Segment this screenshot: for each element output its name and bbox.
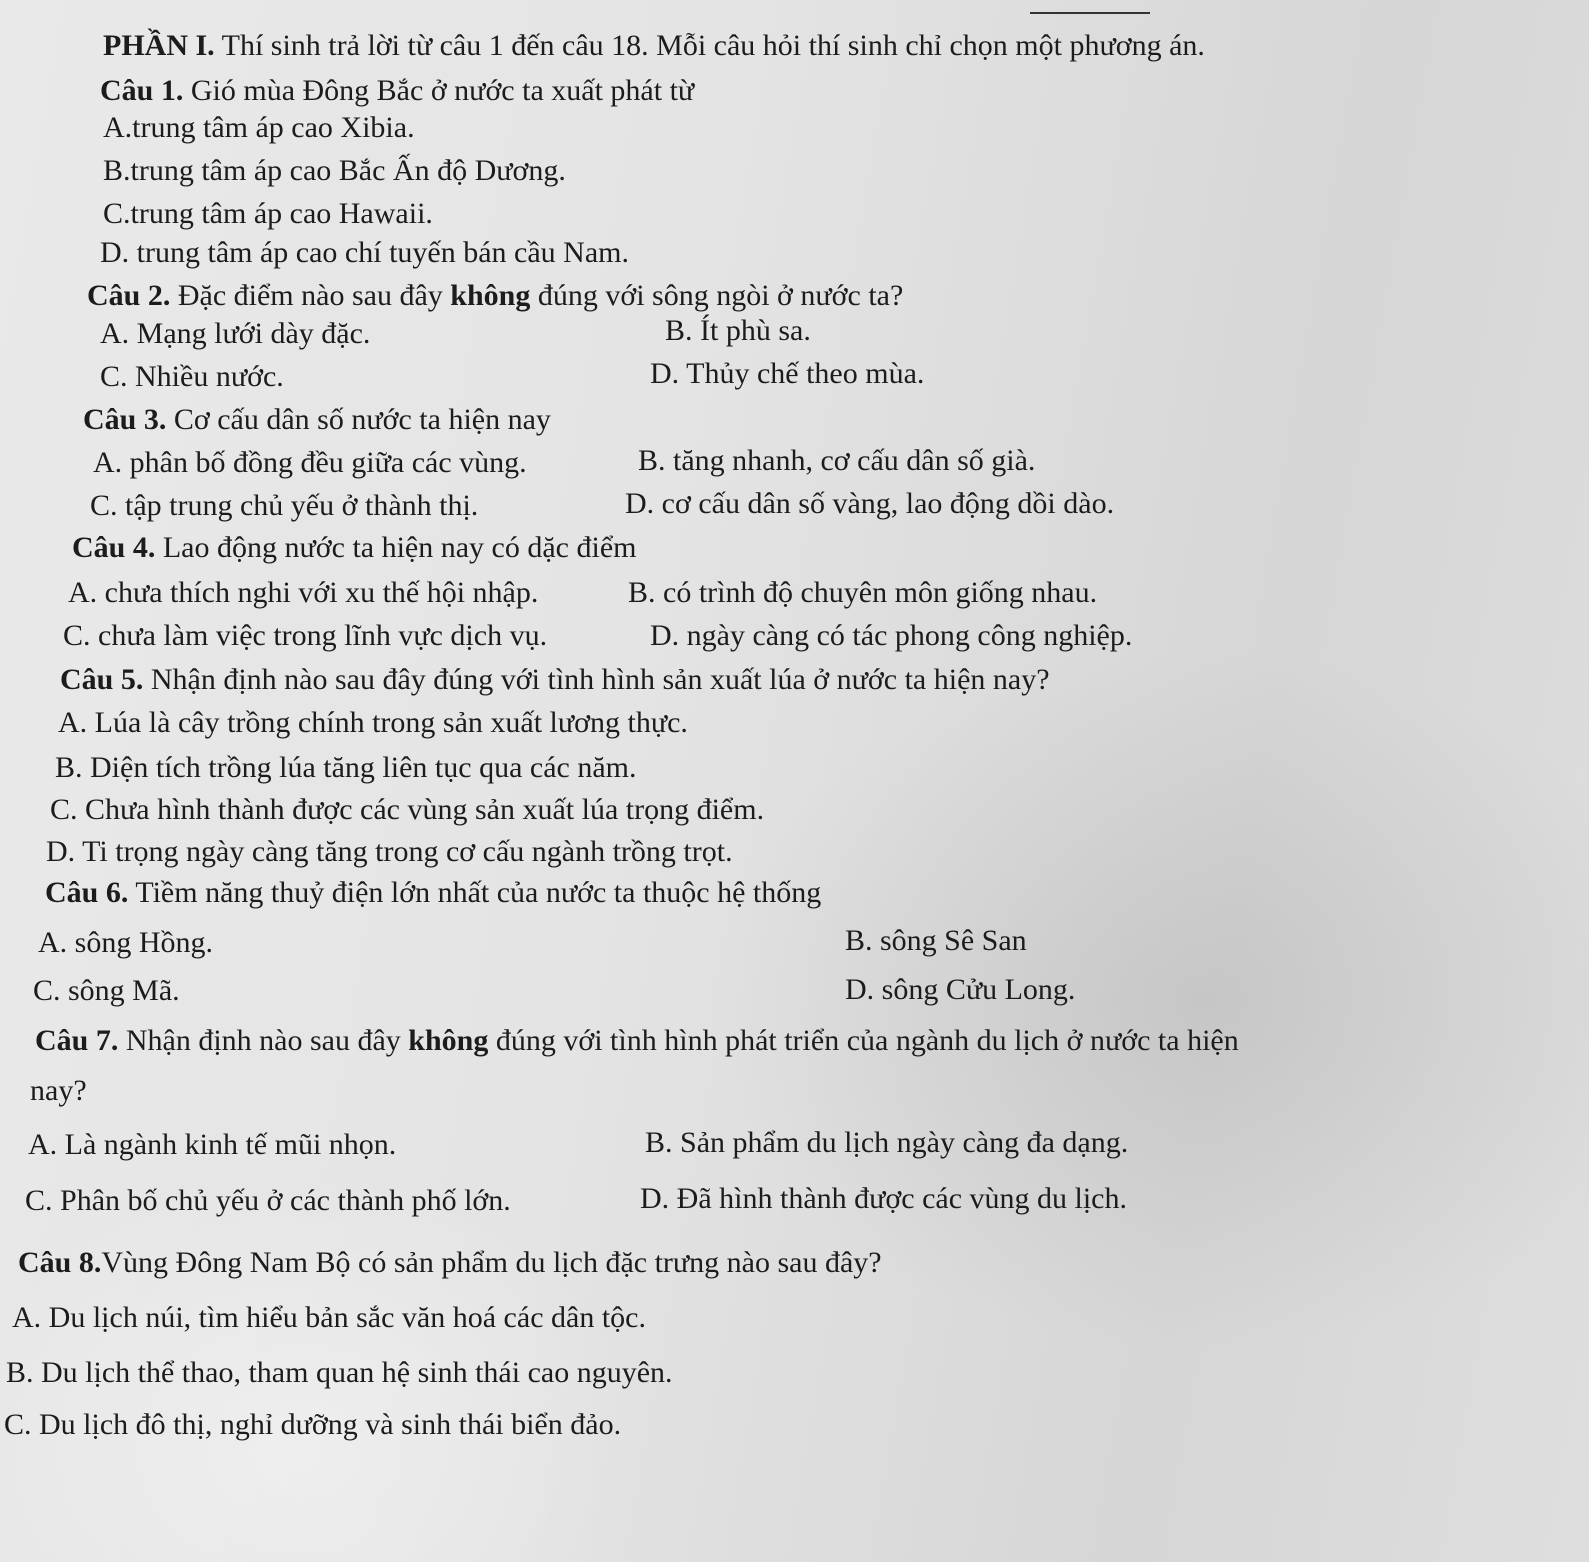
option: C.trung tâm áp cao Hawaii.	[103, 197, 433, 230]
option: B. Ít phù sa.	[665, 314, 811, 347]
option: A. chưa thích nghi với xu thế hội nhập.	[68, 576, 539, 609]
question-text: Vùng Đông Nam Bộ có sản phẩm du lịch đặc trưng nào sau đây?	[101, 1246, 882, 1279]
question-text: Lao động nước ta hiện nay có dặc điểm	[162, 531, 637, 564]
question-1	[100, 73, 694, 109]
question-label: Câu 3.	[83, 403, 167, 436]
option: B. Du lịch thể thao, tham quan hệ sinh thái cao nguyên.	[6, 1356, 673, 1389]
part-label: PHẦN I.	[103, 29, 215, 62]
option: A. Du lịch núi, tìm hiểu bản sắc văn hoá các dân tộc.	[12, 1301, 646, 1334]
question-text: Tiềm năng thuỷ điện lớn nhất của nước ta thuộc hệ thống	[135, 876, 822, 909]
question-emphasis: không	[450, 279, 531, 312]
question-label: Câu 5.	[60, 663, 144, 696]
question-4	[72, 530, 637, 566]
option: B. Diện tích trồng lúa tăng liên tục qua các năm.	[55, 751, 637, 784]
option: C. Du lịch đô thị, nghỉ dưỡng và sinh thái biển đảo.	[4, 1408, 622, 1441]
option: D. Thủy chế theo mùa.	[650, 357, 925, 390]
option: D. Đã hình thành được các vùng du lịch.	[640, 1182, 1128, 1215]
question-label: Câu 2.	[87, 279, 171, 312]
question-text: Cơ cấu dân số nước ta hiện nay	[173, 403, 551, 436]
option: D. trung tâm áp cao chí tuyến bán cầu Nam.	[100, 236, 629, 269]
option: C. Chưa hình thành được các vùng sản xuất lúa trọng điểm.	[50, 793, 765, 826]
question-7-continuation: nay?	[30, 1074, 87, 1107]
option: B. Sản phẩm du lịch ngày càng đa dạng.	[645, 1126, 1129, 1159]
option: C. tập trung chủ yếu ở thành thị.	[90, 489, 479, 522]
question-8	[18, 1245, 882, 1281]
option: B. sông Sê San	[845, 924, 1027, 957]
option: A. sông Hồng.	[38, 926, 214, 959]
option: C. Phân bố chủ yếu ở các thành phố lớn.	[25, 1184, 511, 1217]
option: B. có trình độ chuyên môn giống nhau.	[628, 576, 1098, 609]
question-label: Câu 6.	[45, 876, 129, 909]
top-rule	[1030, 12, 1150, 14]
option: A. Mạng lưới dày đặc.	[100, 317, 371, 350]
option: D. Ti trọng ngày càng tăng trong cơ cấu ngành trồng trọt.	[46, 835, 733, 868]
question-text: đúng với tình hình phát triển của ngành du lịch ở nước ta hiện	[495, 1024, 1239, 1057]
option: C. Nhiều nước.	[100, 360, 284, 393]
option: A. Lúa là cây trồng chính trong sản xuất lương thực.	[58, 706, 688, 739]
option: A. phân bố đồng đều giữa các vùng.	[93, 446, 527, 479]
option: C. sông Mã.	[33, 974, 180, 1007]
question-text: Đặc điểm nào sau đây	[177, 279, 443, 312]
question-label: Câu 1.	[100, 74, 184, 107]
question-text: đúng với sông ngòi ở nước ta?	[537, 279, 904, 312]
question-5	[60, 662, 1050, 698]
option: D. cơ cấu dân số vàng, lao động dồi dào.	[625, 487, 1115, 520]
option: D. ngày càng có tác phong công nghiệp.	[650, 619, 1133, 652]
option: C. chưa làm việc trong lĩnh vực dịch vụ.	[63, 619, 548, 652]
option: A.trung tâm áp cao Xibia.	[103, 111, 415, 144]
question-3	[83, 402, 551, 438]
question-text: Nhận định nào sau đây	[125, 1024, 401, 1057]
question-6	[45, 875, 821, 911]
option: A. Là ngành kinh tế mũi nhọn.	[28, 1128, 397, 1161]
option: D. sông Cửu Long.	[845, 973, 1076, 1006]
question-text: Nhận định nào sau đây đúng với tình hình sản xuất lúa ở nước ta hiện nay?	[150, 663, 1050, 696]
question-7	[35, 1023, 1239, 1059]
part-heading	[103, 28, 1205, 64]
question-label: Câu 7.	[35, 1024, 119, 1057]
option: B. tăng nhanh, cơ cấu dân số già.	[638, 444, 1036, 477]
question-label: Câu 8.	[18, 1246, 102, 1279]
question-label: Câu 4.	[72, 531, 156, 564]
question-2	[87, 278, 903, 314]
question-text: Gió mùa Đông Bắc ở nước ta xuất phát từ	[190, 74, 695, 107]
part-instruction: Thí sinh trả lời từ câu 1 đến câu 18. Mỗi câu hỏi thí sinh chỉ chọn một phương án.	[221, 29, 1205, 62]
option: B.trung tâm áp cao Bắc Ấn độ Dương.	[103, 154, 566, 187]
question-emphasis: không	[408, 1024, 489, 1057]
